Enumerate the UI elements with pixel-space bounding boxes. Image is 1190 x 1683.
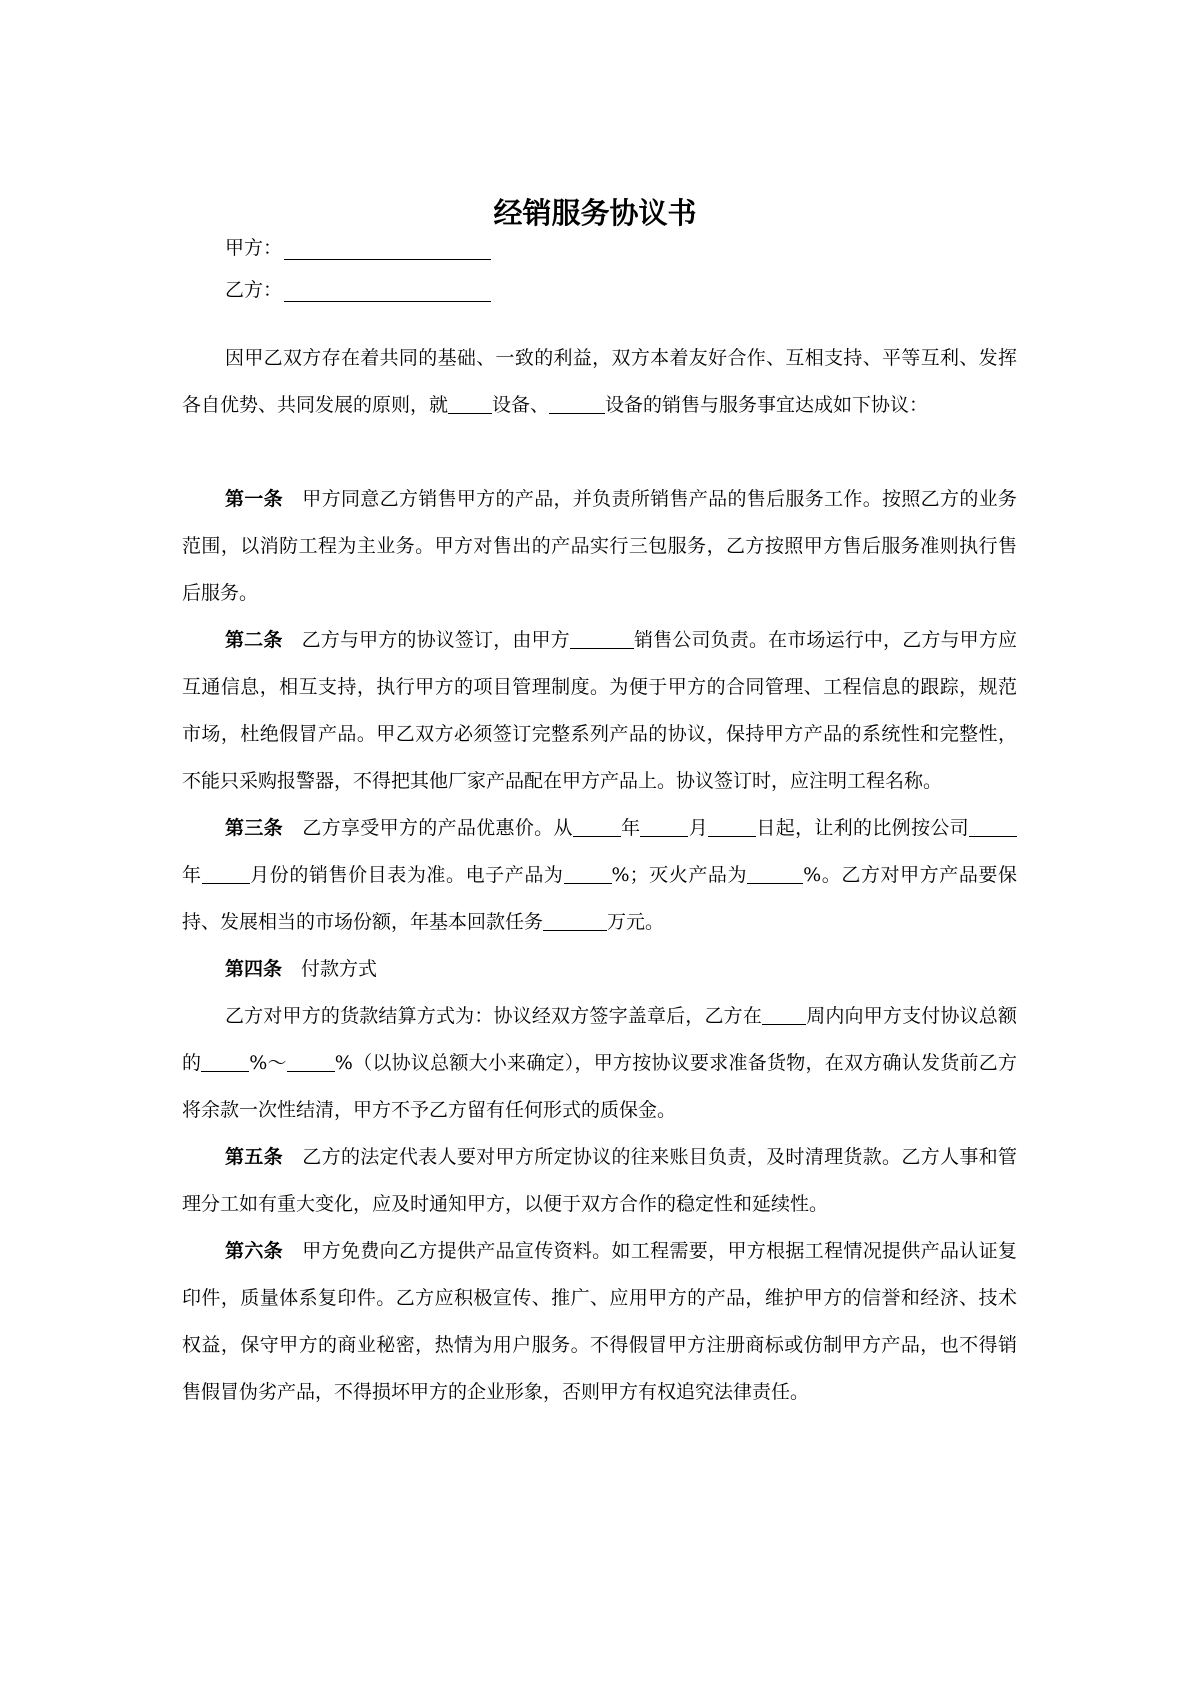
device-blank-2[interactable] <box>549 393 605 414</box>
start-month-blank[interactable] <box>640 816 688 837</box>
article-2-title: 第二条 <box>225 629 283 651</box>
weeks-blank[interactable] <box>762 1004 806 1025</box>
document-title: 经销服务协议书 <box>493 196 697 230</box>
article-1 <box>182 476 1017 617</box>
percent-min-blank[interactable] <box>201 1051 249 1072</box>
article-3: 第三条 乙方享受甲方的产品优惠价。从 年 月 日起，让利的比例按公司年 月份的销售价目表为准。电子产品为 %；灭火产品为 %。乙方对甲方产品要保持、发展相当的市场份额，年基本回款任务 万元。 <box>182 817 1017 933</box>
electronic-percent-blank[interactable] <box>564 863 612 884</box>
article-1-text: 甲方同意乙方销售甲方的产品，并负责所销售产品的售后服务工作。按照乙方的业务范围，以消防工程为主业务。甲方对售出的产品实行三包服务，乙方按照甲方售后服务准则执行售后服务。 <box>182 488 1017 604</box>
agreement-body <box>182 335 1017 1416</box>
article-5-title: 第五条 <box>225 1146 283 1168</box>
annual-payment-blank[interactable] <box>543 910 607 931</box>
party-a-blank[interactable] <box>284 239 491 260</box>
article-4-heading: 第四条 付款方式 <box>225 958 378 980</box>
article-5 <box>182 1134 1017 1228</box>
article-6-text: 甲方免费向乙方提供产品宣传资料。如工程需要，甲方根据工程情况提供产品认证复印件，质量体系复印件。乙方应积极宣传、推广、应用甲方的产品，维护甲方的信誉和经济、技术权益，保守甲方的商业秘密，热情为用户服务。不得假冒甲方注册商标或仿制甲方产品，也不得销售假冒伪劣产品，不得损坏甲方的企业形象，否则甲方有权追究法律责任。 <box>182 1240 1017 1403</box>
pricelist-month-blank[interactable] <box>202 863 250 884</box>
start-day-blank[interactable] <box>708 816 756 837</box>
party-b-line <box>225 278 491 302</box>
party-b-label: 乙方： <box>225 279 283 301</box>
intro-paragraph: 因甲乙双方存在着共同的基础、一致的利益，双方本着友好合作、互相支持、平等互利、发挥各自优势、共同发展的原则，就 设备、 设备的销售与服务事宜达成如下协议： <box>182 347 1017 416</box>
article-1-title: 第一条 <box>225 488 283 510</box>
article-6-title: 第六条 <box>225 1240 283 1262</box>
article-4-text: 乙方对甲方的货款结算方式为：协议经双方签字盖章后，乙方在 周内向甲方支付协议总额的 %～ %（以协议总额大小来确定），甲方按协议要求准备货物，在双方确认发货前乙方将余款一次性结清，甲方不予乙方留有任何形式的质保金。 <box>182 1005 1017 1121</box>
percent-max-blank[interactable] <box>287 1051 335 1072</box>
article-3-title: 第三条 <box>225 817 283 839</box>
article-2: 第二条 乙方与甲方的协议签订，由甲方 销售公司负责。在市场运行中，乙方与甲方应互通信息，相互支持，执行甲方的项目管理制度。为便于甲方的合同管理、工程信息的跟踪，规范市场，杜绝假冒产品。甲乙双方必须签订完整系列产品的协议，保持甲方产品的系统性和完整性，不能只采购报警器，不得把其他厂家产品配在甲方产品上。协议签订时，应注明工程名称。 <box>182 629 1017 792</box>
extinguish-percent-blank[interactable] <box>747 863 803 884</box>
article-6 <box>182 1228 1017 1416</box>
start-year-blank[interactable] <box>573 816 621 837</box>
article-4-title: 第四条 <box>225 958 283 980</box>
party-b-blank[interactable] <box>284 281 491 302</box>
pricelist-year-blank[interactable] <box>969 816 1017 837</box>
party-a-line <box>225 236 491 260</box>
device-blank-1[interactable] <box>448 393 492 414</box>
article-5-text: 乙方的法定代表人要对甲方所定协议的往来账目负责，及时清理货款。乙方人事和管理分工如有重大变化，应及时通知甲方，以便于双方合作的稳定性和延续性。 <box>182 1146 1017 1215</box>
sales-company-blank[interactable] <box>570 628 634 649</box>
party-a-label: 甲方： <box>225 237 283 259</box>
